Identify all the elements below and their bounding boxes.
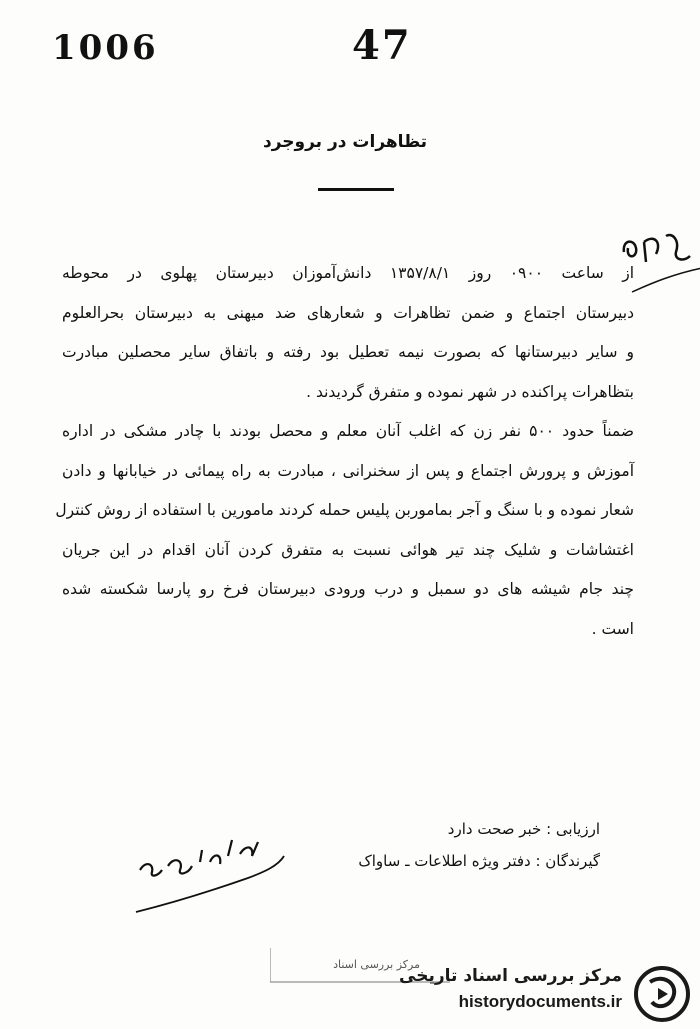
paragraph-1 (62, 254, 634, 412)
body-line: و سایر دبیرستانها که بصورت نیمه تعطیل بود رفته و باتفاق سایر محصلین مبادرت (62, 343, 634, 361)
document-number: 1006 (52, 28, 159, 68)
body-line: شعار نموده و با سنگ و آجر بماموربن پلیس حمله کردند مامورین با استفاده از روش کنترل (55, 501, 634, 519)
document-body (55, 254, 635, 649)
archive-url: historydocuments.ir (458, 992, 622, 1011)
body-line: آموزش و پرورش اجتماع و پس از سخنرانی ، مبادرت به راه پیمائی در خیابانها و دادن (62, 461, 634, 480)
page-number: 47 (352, 22, 412, 69)
title-underline (318, 188, 394, 191)
signature-icon (128, 826, 288, 922)
stamp-text: مرکز بررسی اسناد (333, 958, 420, 971)
body-line: است . (591, 619, 634, 638)
body-line: ضمناً حدود ۵۰۰ نفر زن که اغلب آنان معلم و محصل بودند با چادر مشکی در اداره (62, 422, 635, 440)
archive-logo-icon (632, 964, 692, 1024)
body-line: اغتشاشات و شلیک چند تیر هوائی نسبت به متفرق کردن آنان اقدام در این جریان (62, 540, 634, 559)
archive-name: مرکز بررسی اسناد تاریخی (399, 966, 622, 986)
paragraph-2 (55, 412, 635, 649)
document-title: تظاهرات در بروجرد (262, 132, 428, 152)
body-line: دبیرستان اجتماع و ضمن تظاهرات و شعارهای ضد میهنی به دبیرستان بحرالعلوم (62, 303, 634, 322)
body-line: از ساعت ۰۹۰۰ روز ۱۳۵۷/۸/۱ دانش‌آموزان دبیرستان پهلوی در محوطه (62, 264, 634, 282)
recipients-line: گیرندگان : دفتر ویژه اطلاعات ـ ساواک (358, 852, 600, 870)
body-line: بتظاهرات پراکنده در شهر نموده و متفرق گردیدند . (306, 382, 634, 401)
body-line: چند جام شیشه های دو سمبل و درب ورودی دبیرستان فرخ رو پارسا شکسته شده (62, 580, 634, 598)
assessment-line: ارزیابی : خبر صحت دارد (447, 820, 600, 838)
